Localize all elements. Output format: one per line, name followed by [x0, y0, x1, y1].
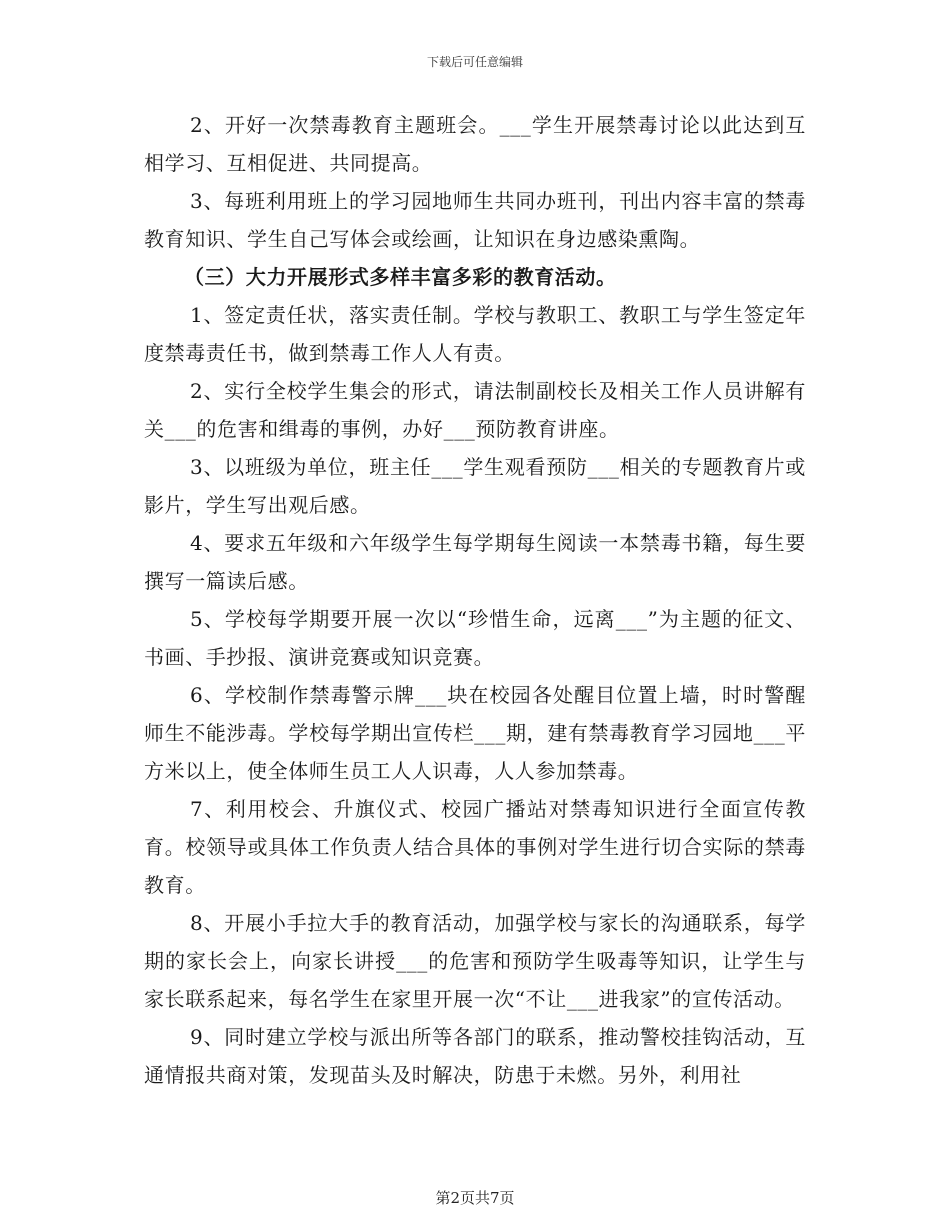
- paragraph-item-9-police: 9、同时建立学校与派出所等各部门的联系，推动警校挂钩活动，互通情报共商对策，发现苗头及时解决，防患于未燃。另外，利用社: [144, 1025, 806, 1087]
- paragraph-item-3-class-journal: 3、每班利用班上的学习园地师生共同办班刊，刊出内容丰富的禁毒教育知识、学生自己写体会或绘画，让知识在身边感染熏陶。: [144, 189, 806, 251]
- paragraph-item-4-reading: 4、要求五年级和六年级学生每学期每生阅读一本禁毒书籍，每生要撰写一篇读后感。: [144, 531, 806, 593]
- paragraph-item-1-responsibility: 1、签定责任状，落实责任制。学校与教职工、教职工与学生签定年度禁毒责任书，做到禁毒工作人人有责。: [144, 303, 806, 365]
- paragraph-item-2-class-meeting: 2、开好一次禁毒教育主题班会。___学生开展禁毒讨论以此达到互相学习、互相促进、共同提高。: [144, 113, 806, 175]
- page-number: 第2页共7页: [435, 1189, 515, 1207]
- paragraph-item-3-film: 3、以班级为单位，班主任___学生观看预防___相关的专题教育片或影片，学生写出观后感。: [144, 455, 806, 517]
- document-body: [144, 106, 806, 1094]
- paragraph-item-6-signboard: 6、学校制作禁毒警示牌___块在校园各处醒目位置上墙，时时警醒师生不能涉毒。学校每学期出宣传栏___期，建有禁毒教育学习园地___平方米以上，使全体师生员工人人识毒，人人参加禁毒。: [144, 683, 806, 783]
- paragraph-item-8-parents: 8、开展小手拉大手的教育活动，加强学校与家长的沟通联系，每学期的家长会上，向家长讲授___的危害和预防学生吸毒等知识，让学生与家长联系起来，每名学生在家里开展一次“不让___进我家”的宣传活动。: [144, 911, 806, 1011]
- paragraph-item-2-assembly: 2、实行全校学生集会的形式，请法制副校长及相关工作人员讲解有关___的危害和缉毒的事例，办好___预防教育讲座。: [144, 379, 806, 441]
- page-header: 下载后可任意编辑: [426, 55, 523, 69]
- paragraph-item-7-broadcast: 7、利用校会、升旗仪式、校园广播站对禁毒知识进行全面宣传教育。校领导或具体工作负责人结合具体的事例对学生进行切合实际的禁毒教育。: [144, 797, 806, 897]
- paragraph-item-5-contest: 5、学校每学期要开展一次以“珍惜生命，远离___”为主题的征文、书画、手抄报、演讲竞赛或知识竞赛。: [144, 607, 806, 669]
- section-heading: （三）大力开展形式多样丰富多彩的教育活动。: [184, 265, 617, 289]
